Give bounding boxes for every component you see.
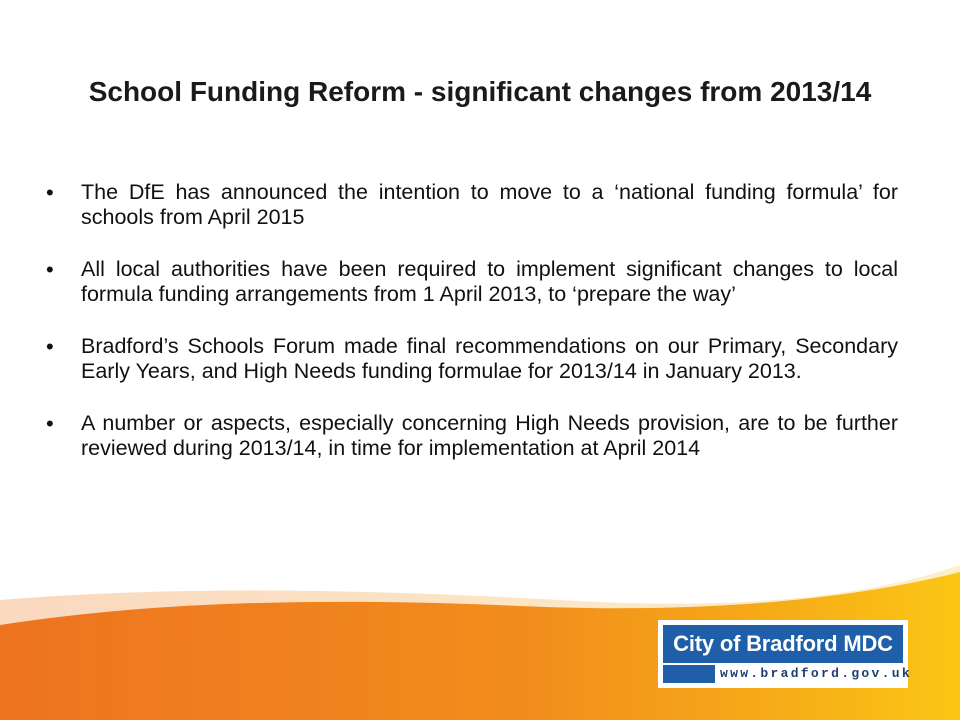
bullet-item-4: • A number or aspects, especially concerning High Needs provision, are to be further reviewed during 2013/14, in time for implementation at April 2014	[46, 411, 898, 461]
logo-accent-bar	[663, 665, 715, 683]
bullet-item-2: • All local authorities have been required to implement significant changes to local formula funding arrangements from 1 April 2013, to ‘prepare the way’	[46, 257, 898, 307]
slide-title: School Funding Reform - significant changes from 2013/14	[88, 76, 872, 107]
logo-name: City of Bradford MDC	[663, 625, 903, 663]
bullet-list	[46, 180, 898, 488]
bullet-item-1: • The DfE has announced the intention to move to a ‘national funding formula’ for schools from April 2015	[46, 180, 898, 230]
logo-url: www.bradford.gov.uk	[720, 666, 912, 681]
bullet-item-3: • Bradford’s Schools Forum made final recommendations on our Primary, Secondary Early Years, and High Needs funding formulae for 2013/14 in January 2013.	[46, 334, 898, 384]
city-of-bradford-logo	[658, 620, 912, 688]
